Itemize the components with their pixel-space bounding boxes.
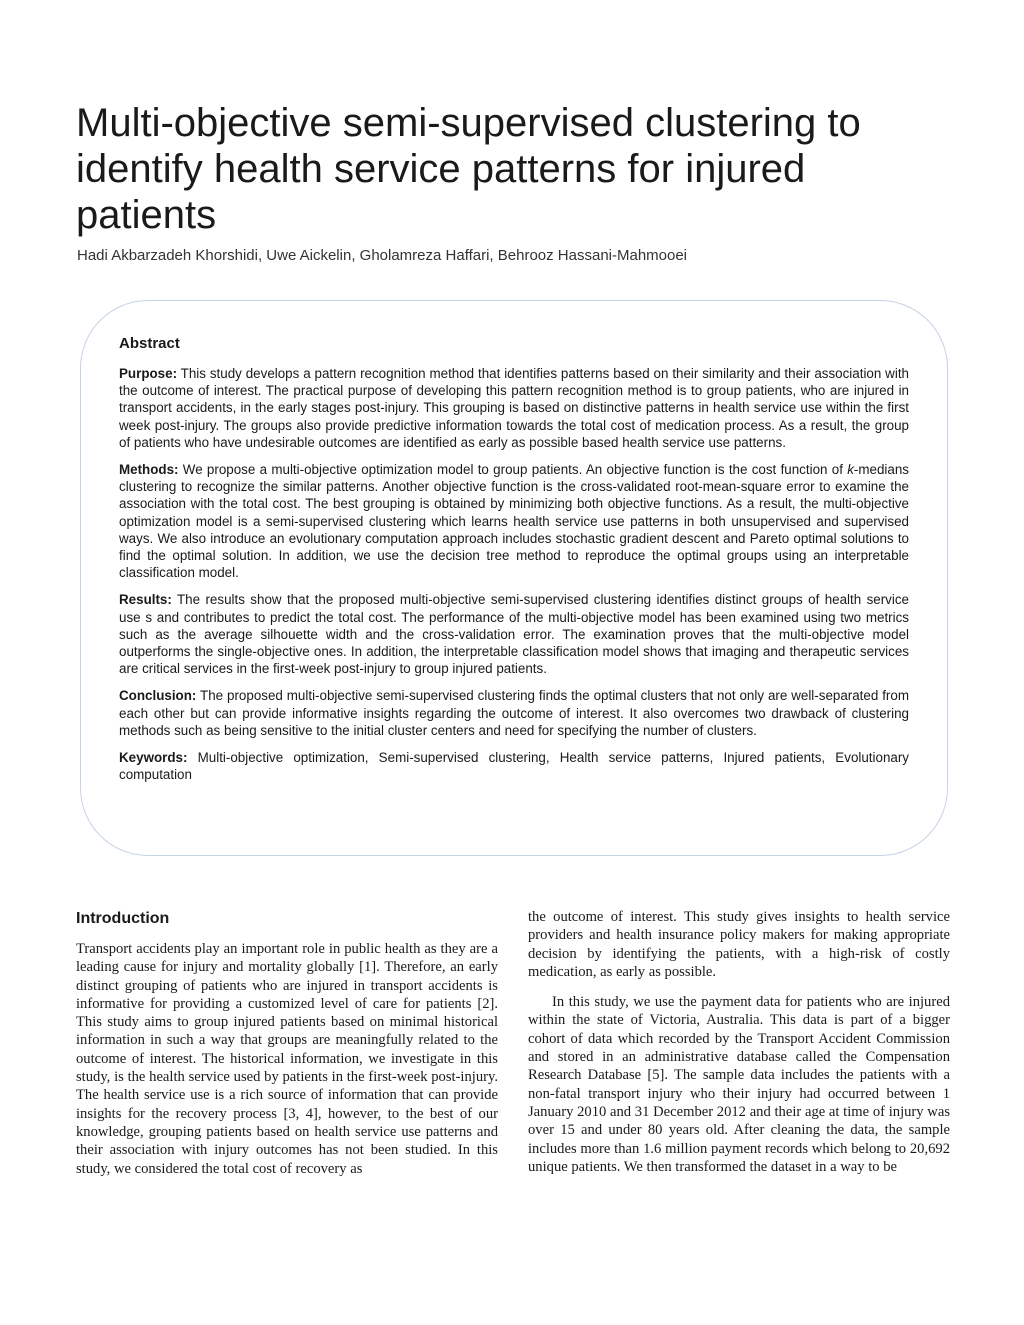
intro-paragraph-1: Transport accidents play an important role in public health as they are a leading cause for injury and mortality globally [1]. Therefore, an early distinct grouping of patients who are injured in transport accidents is informative for providing a customized level of care for patients [2]. This study aims to group injured patients based on minimal historical information in such a way that groups are meaningfully related to the outcome of interest. The historical information, we investigate in this study, is the health service used by patients in the first-week post-injury. The health service use is a rich source of information that can provide insights for the recovery process [3, 4], however, to the best of our knowledge, grouping patients based on health service use patterns and their association with injury outcomes has not been studied. In this study, we considered the total cost of recovery as bbox=[76, 941, 498, 1177]
keywords-label: Keywords: bbox=[119, 750, 188, 766]
left-column bbox=[76, 908, 498, 1190]
methods-label: Methods: bbox=[119, 462, 179, 478]
results-label: Results: bbox=[119, 592, 172, 608]
author-list: Hadi Akbarzadeh Khorshidi, Uwe Aickelin, Gholamreza Haffari, Behrooz Hassani-Mahmooei bbox=[77, 247, 688, 264]
abstract-keywords bbox=[119, 749, 909, 783]
purpose-text: This study develops a pattern recognition method that identifies patterns based on their similarity and their association with the outcome of interest. The practical purpose of developing this pattern recognition method is to group patients, who are injured in transport accidents, in the early stages post-injury. This grouping is based on distinctive patterns in health service use within the first week post-injury. The groups also provide predictive information towards the total cost of medication process. As a result, the group of patients who have undesirable outcomes are identified as early as possible based health service use patterns. bbox=[119, 366, 909, 450]
right-column bbox=[528, 908, 950, 1188]
results-text: The results show that the proposed multi-objective semi-supervised clustering identifies distinct groups of health service use s and contributes to predict the total cost. The performance of the multi-objective model has been examined using two metrics such as the average silhouette width and the cross-validation error. The examination proves that the multi-objective model outperforms the single-objective ones. In addition, the interpretable classification model shows that imaging and therapeutic services are critical services in the first-week post-injury to group injured patients. bbox=[119, 592, 909, 677]
purpose-label: Purpose: bbox=[119, 366, 178, 381]
introduction-heading: Introduction bbox=[76, 910, 170, 927]
abstract-conclusion bbox=[119, 687, 909, 739]
abstract-results bbox=[119, 591, 909, 677]
keywords-text: Multi-objective optimization, Semi-supervised clustering, Health service patterns, Injured patients, Evolutionary computation bbox=[119, 750, 909, 783]
abstract-heading: Abstract bbox=[119, 335, 180, 352]
paper-title: Multi-objective semi-supervised clustering to identify health service patterns for injured patients bbox=[76, 101, 861, 237]
methods-text-before: We propose a multi-objective optimization model to group patients. An objective function is the cost function of bbox=[178, 462, 848, 478]
abstract-purpose bbox=[119, 365, 909, 451]
methods-text-after: -medians clustering to recognize the similar patterns. Another objective function is the cross-validated root-mean-square error to examine the association with the total cost. The best grouping is obtained by minimizing both objective functions. As a result, the multi-objective optimization model is a semi-supervised clustering which learns health service use patterns in both unsupervised and supervised ways. We also introduce an evolutionary computation approach includes stochastic gradient descent and Pareto optimal solutions to find the optimal solution. In addition, we use the decision tree method to reproduce the optimal groups using an interpretable classification model. bbox=[119, 462, 909, 581]
conclusion-label: Conclusion: bbox=[119, 688, 197, 704]
conclusion-text: The proposed multi-objective semi-supervised clustering finds the optimal clusters that not only are well-separated from each other but can provide informative insights regarding the outcome of interest. It also overcomes two drawback of clustering methods such as being sensitive to the initial cluster centers and need for specifying the number of clusters. bbox=[119, 688, 909, 738]
abstract-section bbox=[119, 334, 909, 793]
intro-paragraph-2: the outcome of interest. This study gives insights to health service providers and health insurance policy makers for making appropriate decision by identifying the patients, with a high-risk of costly medication, as early as possible. bbox=[528, 909, 950, 980]
intro-paragraph-3: In this study, we use the payment data for patients who are injured within the state of Victoria, Australia. This data is part of a bigger cohort of data which recorded by the Transport Accident Commission and stored in an administrative database called the Compensation Research Database [5]. The sample data includes the patients with a non-fatal transport injury who their injury had occurred between 1 January 2010 and 31 December 2012 and their age at time of injury was over 15 and under 80 years old. After cleaning the data, the sample includes more than 1.6 million payment records which belong to 20,692 unique patients. We then transformed the dataset in a way to be bbox=[528, 994, 950, 1175]
abstract-methods bbox=[119, 461, 909, 581]
methods-k-italic: k bbox=[847, 462, 854, 478]
